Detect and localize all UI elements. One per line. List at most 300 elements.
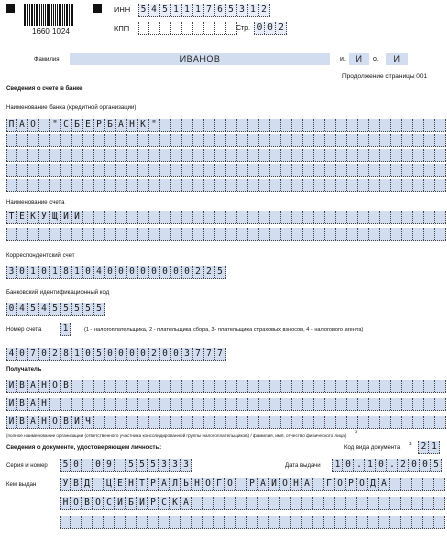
- recipient-note: [6, 432, 346, 440]
- char-cell: 0: [83, 348, 94, 360]
- char-cell: 0: [171, 266, 182, 278]
- char-cell: О: [203, 478, 214, 490]
- char-cell: [6, 228, 17, 240]
- char-cell: В: [82, 497, 93, 509]
- char-cell: 2: [259, 4, 270, 16]
- char-cell: [171, 149, 182, 161]
- char-cell: [413, 416, 424, 428]
- char-cell: В: [71, 478, 82, 490]
- char-cell: [149, 380, 160, 392]
- char-cell: [358, 119, 369, 131]
- char-cell: [116, 416, 127, 428]
- char-cell: [215, 134, 226, 146]
- char-cell: 2: [149, 348, 160, 360]
- char-cell: [93, 516, 104, 528]
- char-cell: [149, 398, 160, 410]
- char-cell: 0: [254, 22, 265, 34]
- char-cell: И: [72, 416, 83, 428]
- char-cell: [269, 497, 280, 509]
- char-cell: [391, 179, 402, 191]
- char-cell: 1: [193, 4, 204, 16]
- char-cell: 0: [127, 266, 138, 278]
- char-cell: [116, 398, 127, 410]
- char-cell: [193, 211, 204, 223]
- initial-o-field[interactable]: И: [386, 53, 408, 65]
- char-cell: [302, 497, 313, 509]
- char-cell: А: [181, 497, 192, 509]
- char-cell: 1: [248, 4, 259, 16]
- char-cell: 4: [149, 4, 160, 16]
- char-cell: [314, 119, 325, 131]
- char-cell: [314, 211, 325, 223]
- surname-field[interactable]: ИВАНОВ: [70, 53, 330, 65]
- char-cell: 0: [420, 459, 431, 471]
- char-cell: [105, 380, 116, 392]
- char-cell: [226, 164, 237, 176]
- char-cell: [127, 179, 138, 191]
- char-cell: [105, 149, 116, 161]
- char-cell: [358, 149, 369, 161]
- char-cell: [424, 380, 435, 392]
- char-cell: [181, 516, 192, 528]
- char-cell: 5: [148, 459, 159, 471]
- char-cell: [94, 228, 105, 240]
- char-cell: [259, 134, 270, 146]
- recipient-name-line[interactable]: [6, 398, 446, 411]
- char-cell: [39, 119, 50, 131]
- char-cell: [149, 179, 160, 191]
- account-number-label: Номер счета: [6, 327, 42, 333]
- char-cell: [160, 211, 171, 223]
- char-cell: [39, 179, 50, 191]
- char-cell: [292, 119, 303, 131]
- char-cell: .: [354, 459, 365, 471]
- char-cell: [6, 149, 17, 161]
- char-cell: [247, 516, 258, 528]
- char-cell: [303, 134, 314, 146]
- char-cell: А: [28, 380, 39, 392]
- char-cell: [237, 416, 248, 428]
- char-cell: [138, 179, 149, 191]
- char-cell: [248, 211, 259, 223]
- char-cell: [380, 398, 391, 410]
- char-cell: 0: [265, 22, 276, 34]
- char-cell: [204, 134, 215, 146]
- account-name-label: Наименование счета: [6, 200, 65, 206]
- char-cell: [413, 164, 424, 176]
- char-cell: [336, 398, 347, 410]
- char-cell: [402, 416, 413, 428]
- char-cell: [215, 228, 226, 240]
- char-cell: [281, 228, 292, 240]
- char-cell: [83, 228, 94, 240]
- char-cell: [269, 516, 280, 528]
- char-cell: [325, 211, 336, 223]
- char-cell: [116, 179, 127, 191]
- account-type-field[interactable]: [60, 323, 71, 336]
- char-cell: [270, 398, 281, 410]
- char-cell: [259, 416, 270, 428]
- char-cell: 3: [159, 459, 170, 471]
- char-cell: 5: [431, 459, 442, 471]
- bank-section-title: Сведения о счете в банке: [6, 86, 83, 92]
- char-cell: [94, 134, 105, 146]
- char-cell: [303, 179, 314, 191]
- char-cell: [390, 478, 401, 490]
- char-cell: Й: [72, 211, 83, 223]
- char-cell: [50, 228, 61, 240]
- doc-code-field[interactable]: [418, 441, 440, 454]
- char-cell: [314, 416, 325, 428]
- char-cell: [82, 516, 93, 528]
- char-cell: [281, 416, 292, 428]
- char-cell: [72, 149, 83, 161]
- char-cell: И: [115, 497, 126, 509]
- char-cell: [357, 497, 368, 509]
- char-cell: [171, 416, 182, 428]
- char-cell: [281, 134, 292, 146]
- char-cell: [379, 497, 390, 509]
- char-cell: [226, 149, 237, 161]
- char-cell: [413, 211, 424, 223]
- char-cell: [127, 211, 138, 223]
- char-cell: [380, 149, 391, 161]
- char-cell: [292, 228, 303, 240]
- recipient-patronymic-line[interactable]: [6, 416, 446, 429]
- series-label: Серия и номер: [6, 463, 48, 469]
- char-cell: [160, 164, 171, 176]
- char-cell: Й: [269, 478, 280, 490]
- account-name-line-2[interactable]: [6, 228, 446, 241]
- char-cell: [236, 478, 247, 490]
- char-cell: [72, 164, 83, 176]
- char-cell: [171, 119, 182, 131]
- char-cell: [193, 398, 204, 410]
- char-cell: [270, 119, 281, 131]
- char-cell: [347, 380, 358, 392]
- char-cell: [17, 149, 28, 161]
- char-cell: [325, 119, 336, 131]
- char-cell: [380, 416, 391, 428]
- char-cell: [424, 179, 435, 191]
- char-cell: [115, 459, 126, 471]
- char-cell: [149, 22, 160, 34]
- char-cell: [402, 164, 413, 176]
- char-cell: П: [6, 119, 17, 131]
- issued-by-line-1[interactable]: [60, 478, 445, 491]
- char-cell: [215, 149, 226, 161]
- char-cell: [303, 211, 314, 223]
- char-cell: 5: [72, 303, 83, 315]
- char-cell: [214, 497, 225, 509]
- char-cell: [28, 179, 39, 191]
- char-cell: [127, 164, 138, 176]
- char-cell: У: [60, 478, 71, 490]
- char-cell: 5: [61, 303, 72, 315]
- char-cell: [204, 211, 215, 223]
- char-cell: [72, 228, 83, 240]
- char-cell: [193, 164, 204, 176]
- char-cell: [380, 380, 391, 392]
- char-cell: [83, 179, 94, 191]
- char-cell: 7: [28, 348, 39, 360]
- bank-name-line-4[interactable]: [6, 164, 446, 177]
- issue-date-label: Дата выдачи: [285, 463, 321, 469]
- char-cell: [259, 149, 270, 161]
- char-cell: [160, 398, 171, 410]
- char-cell: [182, 22, 193, 34]
- char-cell: А: [17, 119, 28, 131]
- char-cell: [313, 497, 324, 509]
- char-cell: [171, 22, 182, 34]
- char-cell: [149, 228, 160, 240]
- char-cell: 5: [60, 459, 71, 471]
- char-cell: [182, 149, 193, 161]
- char-cell: [402, 211, 413, 223]
- initial-i-label: и.: [340, 56, 346, 63]
- char-cell: [424, 398, 435, 410]
- char-cell: [105, 228, 116, 240]
- char-cell: 0: [116, 348, 127, 360]
- char-cell: [83, 149, 94, 161]
- char-cell: [270, 134, 281, 146]
- char-cell: [237, 228, 248, 240]
- char-cell: 1: [171, 4, 182, 16]
- char-cell: [369, 416, 380, 428]
- char-cell: 0: [409, 459, 420, 471]
- char-cell: [71, 516, 82, 528]
- char-cell: [368, 516, 379, 528]
- account-name-line-1[interactable]: [6, 211, 446, 224]
- char-cell: [50, 134, 61, 146]
- char-cell: [214, 516, 225, 528]
- char-cell: [72, 380, 83, 392]
- char-cell: [237, 164, 248, 176]
- char-cell: [413, 398, 424, 410]
- char-cell: [303, 398, 314, 410]
- char-cell: [270, 228, 281, 240]
- char-cell: [292, 211, 303, 223]
- bik-label: Банковский идентификационный код: [6, 290, 110, 296]
- char-cell: [203, 516, 214, 528]
- char-cell: 1: [60, 323, 71, 335]
- char-cell: [204, 380, 215, 392]
- char-cell: [17, 179, 28, 191]
- char-cell: [116, 134, 127, 146]
- char-cell: Т: [137, 478, 148, 490]
- series-number-field[interactable]: [60, 459, 192, 472]
- char-cell: [435, 228, 446, 240]
- char-cell: И: [6, 380, 17, 392]
- char-cell: [116, 380, 127, 392]
- char-cell: [94, 398, 105, 410]
- char-cell: О: [93, 497, 104, 509]
- char-cell: С: [61, 119, 72, 131]
- char-cell: [61, 398, 72, 410]
- page-number-field[interactable]: [254, 22, 287, 35]
- char-cell: [28, 149, 39, 161]
- char-cell: [259, 380, 270, 392]
- char-cell: 4: [17, 303, 28, 315]
- char-cell: [423, 497, 434, 509]
- account-number-field[interactable]: [6, 348, 226, 361]
- inn-field[interactable]: [138, 4, 270, 17]
- char-cell: 0: [182, 266, 193, 278]
- char-cell: [347, 134, 358, 146]
- char-cell: [292, 134, 303, 146]
- char-cell: [369, 211, 380, 223]
- char-cell: [215, 211, 226, 223]
- char-cell: [402, 134, 413, 146]
- char-cell: [215, 119, 226, 131]
- char-cell: [358, 164, 369, 176]
- char-cell: [248, 380, 259, 392]
- char-cell: А: [379, 478, 390, 490]
- char-cell: [347, 119, 358, 131]
- char-cell: [160, 119, 171, 131]
- char-cell: [324, 516, 335, 528]
- char-cell: [434, 497, 445, 509]
- char-cell: [248, 398, 259, 410]
- char-cell: [424, 228, 435, 240]
- char-cell: [50, 179, 61, 191]
- continuation-note: Продолжение страницы 001: [342, 73, 428, 80]
- corr-account-field[interactable]: [6, 266, 226, 279]
- char-cell: 6: [215, 4, 226, 16]
- char-cell: [259, 398, 270, 410]
- corr-account-label: Корреспондентский счет: [6, 253, 75, 259]
- char-cell: [237, 398, 248, 410]
- char-cell: Г: [214, 478, 225, 490]
- char-cell: [347, 398, 358, 410]
- bank-name-line-5[interactable]: [6, 179, 446, 192]
- char-cell: [270, 179, 281, 191]
- recipient-note-superscript: 3: [355, 429, 358, 434]
- issued-by-line-2[interactable]: [60, 497, 445, 510]
- char-cell: [171, 164, 182, 176]
- document-section-title: Сведения о документе, удостоверяющем личность:: [6, 445, 162, 451]
- char-cell: [259, 228, 270, 240]
- char-cell: [402, 119, 413, 131]
- char-cell: [347, 228, 358, 240]
- char-cell: [192, 497, 203, 509]
- char-cell: [379, 516, 390, 528]
- char-cell: [259, 179, 270, 191]
- char-cell: [160, 179, 171, 191]
- char-cell: [182, 134, 193, 146]
- char-cell: [237, 211, 248, 223]
- char-cell: К: [170, 497, 181, 509]
- char-cell: [259, 119, 270, 131]
- char-cell: [369, 134, 380, 146]
- char-cell: 1: [72, 348, 83, 360]
- char-cell: А: [28, 416, 39, 428]
- char-cell: [127, 149, 138, 161]
- char-cell: В: [17, 416, 28, 428]
- char-cell: [159, 516, 170, 528]
- char-cell: [28, 228, 39, 240]
- char-cell: [72, 179, 83, 191]
- char-cell: [61, 228, 72, 240]
- char-cell: 1: [50, 266, 61, 278]
- issued-by-label: Кем выдан: [6, 482, 37, 488]
- char-cell: [292, 380, 303, 392]
- char-cell: [104, 516, 115, 528]
- char-cell: [280, 497, 291, 509]
- char-cell: А: [258, 478, 269, 490]
- issued-by-line-3[interactable]: [60, 516, 445, 529]
- bank-name-line-3[interactable]: [6, 149, 446, 162]
- char-cell: Н: [127, 119, 138, 131]
- initial-i-field[interactable]: И: [349, 53, 369, 65]
- char-cell: 5: [137, 459, 148, 471]
- char-cell: [116, 228, 127, 240]
- char-cell: С: [104, 497, 115, 509]
- char-cell: [193, 380, 204, 392]
- char-cell: О: [357, 478, 368, 490]
- char-cell: [413, 119, 424, 131]
- char-cell: 0: [93, 459, 104, 471]
- bank-name-line-1[interactable]: [6, 119, 446, 132]
- char-cell: [368, 497, 379, 509]
- recipient-surname-line[interactable]: [6, 380, 446, 393]
- char-cell: [270, 149, 281, 161]
- char-cell: А: [116, 119, 127, 131]
- char-cell: [193, 179, 204, 191]
- char-cell: И: [6, 416, 17, 428]
- char-cell: [270, 380, 281, 392]
- char-cell: [105, 416, 116, 428]
- char-cell: [83, 211, 94, 223]
- char-cell: [314, 179, 325, 191]
- char-cell: [347, 416, 358, 428]
- char-cell: Е: [115, 478, 126, 490]
- char-cell: [226, 211, 237, 223]
- char-cell: [17, 228, 28, 240]
- char-cell: [127, 134, 138, 146]
- char-cell: [39, 164, 50, 176]
- char-cell: О: [280, 478, 291, 490]
- char-cell: Н: [126, 478, 137, 490]
- issue-date-field[interactable]: [332, 459, 442, 472]
- kpp-label: КПП: [114, 24, 130, 33]
- char-cell: [160, 22, 171, 34]
- kpp-field[interactable]: [138, 22, 237, 35]
- char-cell: [424, 149, 435, 161]
- char-cell: [17, 164, 28, 176]
- char-cell: Ь: [181, 478, 192, 490]
- char-cell: [182, 398, 193, 410]
- bank-name-line-2[interactable]: [6, 134, 446, 147]
- char-cell: [182, 211, 193, 223]
- char-cell: [435, 149, 446, 161]
- char-cell: [6, 164, 17, 176]
- char-cell: Р: [247, 478, 258, 490]
- char-cell: [204, 119, 215, 131]
- char-cell: [138, 380, 149, 392]
- char-cell: [236, 497, 247, 509]
- char-cell: [61, 149, 72, 161]
- char-cell: 8: [61, 348, 72, 360]
- char-cell: В: [61, 416, 72, 428]
- char-cell: [435, 416, 446, 428]
- char-cell: [434, 516, 445, 528]
- char-cell: [105, 179, 116, 191]
- bik-field[interactable]: [6, 303, 105, 316]
- char-cell: [292, 398, 303, 410]
- char-cell: [226, 179, 237, 191]
- char-cell: 5: [138, 4, 149, 16]
